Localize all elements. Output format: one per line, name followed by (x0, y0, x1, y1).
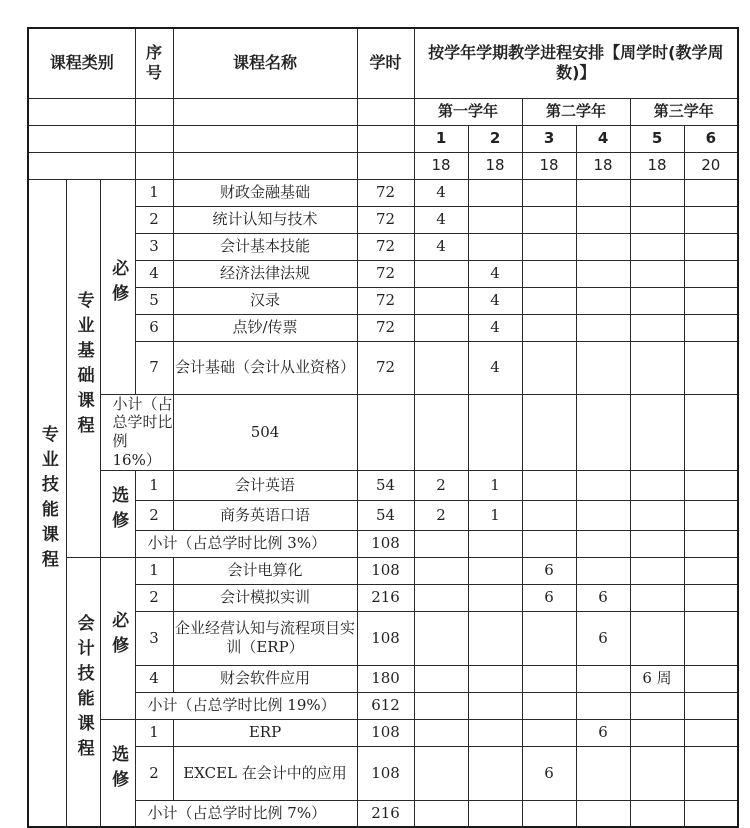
weekly-hours-cell (684, 584, 738, 611)
course-name: 会计模拟实训 (173, 584, 357, 611)
weekly-hours-cell (684, 233, 738, 260)
course-hours: 108 (357, 557, 414, 584)
course-name: EXCEL 在会计中的应用 (173, 746, 357, 800)
course-name: 企业经营认知与流程项目实训（ERP） (173, 611, 357, 665)
blank-cell (28, 98, 135, 125)
table-row (28, 557, 738, 584)
weekly-hours-cell: 2 (414, 470, 468, 500)
course-name: 会计英语 (173, 470, 357, 500)
weekly-hours-cell (414, 719, 468, 746)
table-row (28, 341, 738, 394)
subtotal-label: 小计（占总学时比例 3%） (135, 530, 357, 557)
course-name: 会计基础（会计从业资格） (173, 341, 357, 394)
course-seq-no: 4 (135, 260, 173, 287)
weekly-hours-cell (684, 665, 738, 692)
blank-cell (522, 692, 576, 719)
blank-cell (576, 800, 630, 827)
course-name: 会计基本技能 (173, 233, 357, 260)
course-hours: 72 (357, 233, 414, 260)
blank-cell (576, 394, 630, 470)
weekly-hours-cell: 1 (468, 500, 522, 530)
weekly-hours-cell (522, 233, 576, 260)
course-hours: 72 (357, 206, 414, 233)
course-hours: 108 (357, 611, 414, 665)
weekly-hours-cell (522, 665, 576, 692)
weekly-hours-cell (630, 233, 684, 260)
course-hours: 72 (357, 314, 414, 341)
weekly-hours-cell: 4 (468, 341, 522, 394)
semester-weeks: 18 (414, 152, 468, 179)
blank-cell (468, 394, 522, 470)
header-hours: 学时 (357, 28, 414, 98)
weekly-hours-cell: 6 (576, 719, 630, 746)
header-seq-no: 序 号 (135, 28, 173, 98)
blank-cell (630, 394, 684, 470)
weekly-hours-cell (522, 341, 576, 394)
blank-cell (28, 152, 135, 179)
weekly-hours-cell (522, 260, 576, 287)
weekly-hours-cell: 4 (468, 260, 522, 287)
weekly-hours-cell (414, 611, 468, 665)
subtotal-row (28, 394, 738, 470)
weekly-hours-cell (414, 314, 468, 341)
course-seq-no: 6 (135, 314, 173, 341)
weekly-hours-cell (576, 500, 630, 530)
weekly-hours-cell (522, 611, 576, 665)
course-seq-no: 1 (135, 557, 173, 584)
year-2-label: 第二学年 (522, 98, 630, 125)
type-elective-text: 选修 (108, 745, 129, 796)
type-elective-text: 选修 (108, 486, 129, 537)
weekly-hours-cell (468, 206, 522, 233)
semester-weeks: 18 (576, 152, 630, 179)
type-elective (100, 470, 135, 557)
weekly-hours-cell (684, 611, 738, 665)
type-required (100, 557, 135, 719)
weekly-hours-cell (630, 260, 684, 287)
weekly-hours-cell (576, 179, 630, 206)
weekly-hours-cell (468, 746, 522, 800)
course-hours: 108 (357, 746, 414, 800)
weekly-hours-cell (684, 314, 738, 341)
course-seq-no: 5 (135, 287, 173, 314)
weekly-hours-cell (630, 341, 684, 394)
weekly-hours-cell (576, 233, 630, 260)
blank-cell (135, 152, 173, 179)
subtotal-row (28, 530, 738, 557)
year-3-label: 第三学年 (630, 98, 738, 125)
weekly-hours-cell (576, 206, 630, 233)
table-row (28, 470, 738, 500)
weekly-hours-cell (630, 206, 684, 233)
weekly-hours-cell (630, 584, 684, 611)
weekly-hours-cell: 6 (522, 584, 576, 611)
course-hours: 72 (357, 260, 414, 287)
course-seq-no: 2 (135, 206, 173, 233)
weekly-hours-cell (630, 719, 684, 746)
course-hours: 108 (357, 719, 414, 746)
weekly-hours-cell: 1 (468, 470, 522, 500)
blank-cell (28, 125, 135, 152)
weekly-hours-cell (468, 584, 522, 611)
blank-cell (468, 692, 522, 719)
blank-cell (468, 530, 522, 557)
subtotal-row (28, 692, 738, 719)
blank-cell (135, 125, 173, 152)
weekly-hours-cell (684, 500, 738, 530)
blank-cell (576, 692, 630, 719)
weekly-hours-cell (630, 179, 684, 206)
semester-number: 2 (468, 125, 522, 152)
course-hours: 180 (357, 665, 414, 692)
course-seq-no: 2 (135, 500, 173, 530)
weekly-hours-cell (630, 611, 684, 665)
course-hours: 54 (357, 500, 414, 530)
header-course-name: 课程名称 (173, 28, 357, 98)
blank-cell (522, 800, 576, 827)
blank-cell (414, 800, 468, 827)
blank-cell (522, 394, 576, 470)
weekly-hours-cell (522, 719, 576, 746)
weekly-hours-cell (414, 341, 468, 394)
course-seq-no: 2 (135, 746, 173, 800)
weekly-hours-cell (684, 557, 738, 584)
semester-number: 1 (414, 125, 468, 152)
weekly-hours-cell (576, 314, 630, 341)
table-row (28, 611, 738, 665)
table-row (28, 233, 738, 260)
semester-weeks: 20 (684, 152, 738, 179)
semester-number: 3 (522, 125, 576, 152)
year-1-label: 第一学年 (414, 98, 522, 125)
weekly-hours-cell: 6 (522, 746, 576, 800)
weekly-hours-cell (576, 470, 630, 500)
blank-cell (357, 125, 414, 152)
blank-cell (684, 800, 738, 827)
weekly-hours-cell (522, 206, 576, 233)
weekly-hours-cell (414, 746, 468, 800)
weekly-hours-cell (630, 746, 684, 800)
category-professional-basic (66, 179, 100, 557)
course-seq-no: 1 (135, 179, 173, 206)
weekly-hours-cell (630, 500, 684, 530)
course-name: 经济法律法规 (173, 260, 357, 287)
weekly-hours-cell: 4 (414, 233, 468, 260)
weekly-hours-cell (522, 314, 576, 341)
semester-weeks: 18 (630, 152, 684, 179)
table-row (28, 206, 738, 233)
course-seq-no: 3 (135, 233, 173, 260)
category-accounting-skills (66, 557, 100, 827)
course-name: 会计电算化 (173, 557, 357, 584)
type-required-text: 必修 (108, 259, 129, 310)
category-professional-skills (28, 179, 66, 827)
weekly-hours-cell (522, 179, 576, 206)
weekly-hours-cell (576, 260, 630, 287)
semester-number: 5 (630, 125, 684, 152)
semester-number: 6 (684, 125, 738, 152)
type-required (100, 179, 135, 394)
semester-number: 4 (576, 125, 630, 152)
weekly-hours-cell (522, 287, 576, 314)
blank-cell (630, 800, 684, 827)
course-hours: 72 (357, 287, 414, 314)
weekly-hours-cell (684, 746, 738, 800)
header-arrangement: 按学年学期教学进程安排【周学时(教学周数)】 (414, 28, 738, 98)
weekly-hours-cell (414, 584, 468, 611)
table-row (28, 746, 738, 800)
blank-cell (468, 800, 522, 827)
course-name: 财政金融基础 (173, 179, 357, 206)
weekly-hours-cell (576, 557, 630, 584)
subtotal-hours: 612 (357, 692, 414, 719)
table-row (28, 584, 738, 611)
weekly-hours-cell (576, 746, 630, 800)
subtotal-hours: 108 (357, 530, 414, 557)
weekly-hours-cell (684, 719, 738, 746)
weekly-hours-cell (468, 233, 522, 260)
weekly-hours-cell (468, 557, 522, 584)
semester-weeks: 18 (522, 152, 576, 179)
blank-cell (357, 98, 414, 125)
blank-cell (414, 692, 468, 719)
weekly-hours-cell (630, 287, 684, 314)
course-seq-no: 4 (135, 665, 173, 692)
weekly-hours-cell (630, 314, 684, 341)
weekly-hours-cell (684, 260, 738, 287)
subtotal-hours: 504 (173, 394, 357, 470)
course-seq-no: 1 (135, 470, 173, 500)
table-row (28, 287, 738, 314)
header-course-category: 课程类别 (28, 28, 135, 98)
blank-cell (173, 125, 357, 152)
category-professional-skills-text: 专业技能课程 (37, 425, 58, 576)
course-seq-no: 7 (135, 341, 173, 394)
weekly-hours-cell (468, 665, 522, 692)
subtotal-label: 小计（占总学时比例 19%） (135, 692, 357, 719)
category-professional-basic-text: 专业基础课程 (73, 290, 94, 441)
blank-cell (576, 530, 630, 557)
type-elective (100, 719, 135, 827)
course-name: 财会软件应用 (173, 665, 357, 692)
weekly-hours-cell: 6 (576, 611, 630, 665)
table-row (28, 665, 738, 692)
course-hours: 72 (357, 179, 414, 206)
subtotal-hours: 216 (357, 800, 414, 827)
blank-cell (135, 98, 173, 125)
blank-cell (173, 98, 357, 125)
weekly-hours-cell: 4 (468, 287, 522, 314)
weekly-hours-cell (468, 179, 522, 206)
weekly-hours-cell: 4 (414, 206, 468, 233)
subtotal-row (28, 800, 738, 827)
weekly-hours-cell (522, 500, 576, 530)
blank-cell (357, 394, 414, 470)
category-accounting-skills-text: 会计技能课程 (73, 614, 94, 765)
weekly-hours-cell (414, 260, 468, 287)
weekly-hours-cell (576, 665, 630, 692)
weekly-hours-cell (630, 470, 684, 500)
type-required-text: 必修 (108, 610, 129, 661)
weekly-hours-cell (576, 341, 630, 394)
weekly-hours-cell (684, 470, 738, 500)
semester-weeks: 18 (468, 152, 522, 179)
course-name: 统计认知与技术 (173, 206, 357, 233)
weekly-hours-cell: 6 周 (630, 665, 684, 692)
blank-cell (522, 530, 576, 557)
subtotal-label: 小计（占总学时比例 16%） (100, 394, 173, 470)
weekly-hours-cell (630, 557, 684, 584)
weekly-hours-cell (684, 341, 738, 394)
course-seq-no: 2 (135, 584, 173, 611)
weekly-hours-cell (414, 557, 468, 584)
weekly-hours-cell (684, 287, 738, 314)
course-name: 汉录 (173, 287, 357, 314)
blank-cell (684, 692, 738, 719)
weekly-hours-cell (414, 665, 468, 692)
blank-cell (414, 530, 468, 557)
subtotal-label: 小计（占总学时比例 7%） (135, 800, 357, 827)
curriculum-table (27, 27, 739, 828)
table-row (28, 500, 738, 530)
weekly-hours-cell: 4 (468, 314, 522, 341)
course-seq-no: 1 (135, 719, 173, 746)
blank-cell (414, 394, 468, 470)
table-row (28, 314, 738, 341)
blank-cell (357, 152, 414, 179)
blank-cell (684, 530, 738, 557)
table-row (28, 179, 738, 206)
course-name: 点钞/传票 (173, 314, 357, 341)
table-row (28, 260, 738, 287)
weekly-hours-cell (522, 470, 576, 500)
course-name: ERP (173, 719, 357, 746)
weekly-hours-cell: 2 (414, 500, 468, 530)
weekly-hours-cell: 6 (522, 557, 576, 584)
weekly-hours-cell: 4 (414, 179, 468, 206)
course-hours: 54 (357, 470, 414, 500)
blank-cell (630, 530, 684, 557)
weekly-hours-cell (468, 719, 522, 746)
weekly-hours-cell (684, 206, 738, 233)
blank-cell (173, 152, 357, 179)
weekly-hours-cell: 6 (576, 584, 630, 611)
weekly-hours-cell (414, 287, 468, 314)
course-hours: 216 (357, 584, 414, 611)
weekly-hours-cell (576, 287, 630, 314)
blank-cell (630, 692, 684, 719)
table-row (28, 719, 738, 746)
weekly-hours-cell (468, 611, 522, 665)
course-name: 商务英语口语 (173, 500, 357, 530)
course-seq-no: 3 (135, 611, 173, 665)
weekly-hours-cell (684, 179, 738, 206)
course-hours: 72 (357, 341, 414, 394)
